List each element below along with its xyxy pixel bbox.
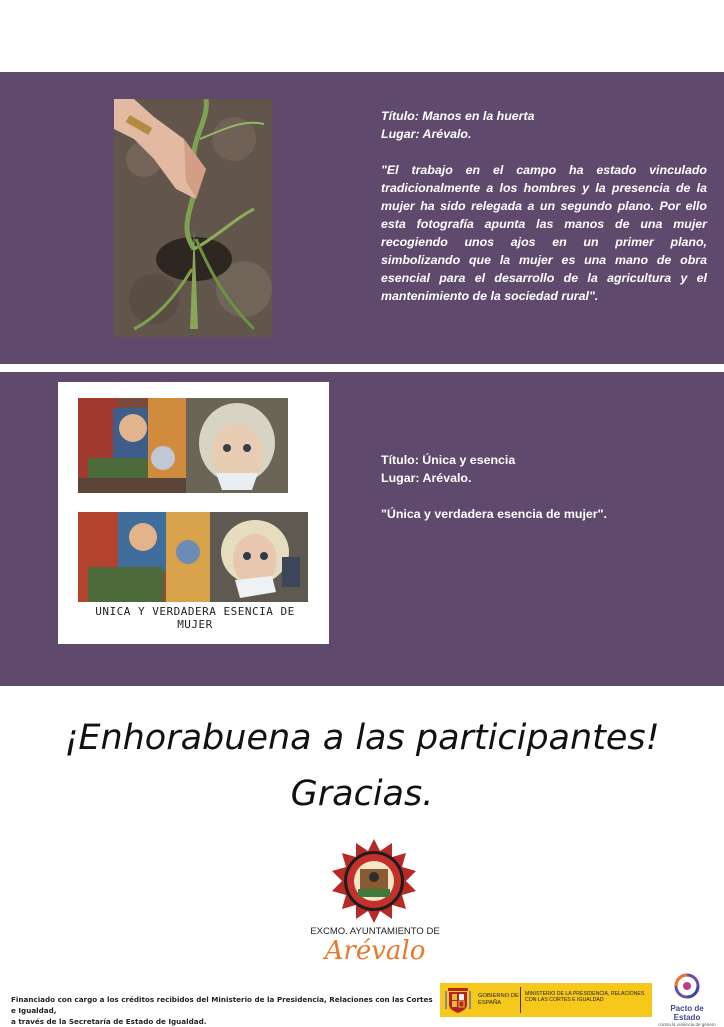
state-pact-title: Pacto de Estado bbox=[670, 1004, 704, 1022]
collage-caption: UNICA Y VERDADERA ESENCIA DE MUJER bbox=[95, 605, 295, 631]
entry-2-title: Título: Única y esencia bbox=[381, 453, 516, 467]
entry-band-2 bbox=[0, 372, 724, 686]
council-label: EXCMO. AYUNTAMIENTO DE bbox=[310, 926, 440, 937]
mural-photo-1 bbox=[78, 398, 186, 493]
entry-2-description: "Única y verdadera esencia de mujer". bbox=[381, 507, 607, 521]
closing-line-2: Gracias. bbox=[290, 774, 434, 814]
portrait-photo-1 bbox=[186, 398, 288, 493]
entry-2-collage bbox=[58, 382, 329, 644]
funding-note bbox=[11, 994, 436, 1027]
entry-2-text bbox=[381, 451, 707, 523]
portrait-photo-2 bbox=[210, 512, 308, 602]
entry-band-1 bbox=[0, 72, 724, 364]
government-divider bbox=[520, 987, 521, 1013]
council-crest-icon bbox=[331, 838, 417, 924]
state-pact-icon bbox=[670, 973, 704, 999]
closing-line-1: ¡Enhorabuena a las participantes! bbox=[64, 718, 660, 758]
entry-2-place: Lugar: Arévalo. bbox=[381, 471, 472, 485]
government-logo bbox=[440, 983, 652, 1017]
entry-1-title: Título: Manos en la huerta bbox=[381, 109, 535, 123]
entry-1-description: "El trabajo en el campo ha estado vinculado tradicionalmente a los hombres y la presencia de la mujer ha sido relegada a un segundo plano. Por ello esta fotografía apunta las manos de una mujer recogiendo unos ajos en un primer plano, simbolizando que la mujer es una mano de obra esencial para el desarrollo de la agricultura y el mantenimiento de la sociedad rural". bbox=[381, 163, 707, 303]
entry-1-place: Lugar: Arévalo. bbox=[381, 127, 472, 141]
council-name: Arévalo bbox=[324, 936, 426, 966]
ministry-label: MINISTERIO DE LA PRESIDENCIA, RELACIONES CON LAS CORTES E IGUALDAD bbox=[525, 991, 645, 1004]
mural-photo-2 bbox=[78, 512, 210, 602]
state-pact-logo bbox=[656, 973, 718, 1027]
state-pact-subtitle: contra la violencia de género bbox=[658, 1022, 716, 1027]
government-label: GOBIERNO DE ESPAÑA bbox=[478, 993, 519, 1006]
funding-line-1: Financiado con cargo a los créditos recibidos del Ministerio de la Presidencia, Relaciones con las Cortes e Igualdad, bbox=[11, 995, 433, 1015]
closing-message bbox=[0, 710, 724, 822]
spain-coat-of-arms-icon bbox=[444, 985, 472, 1015]
funding-line-2: a través de la Secretaría de Estado de Igualdad. bbox=[11, 1017, 207, 1026]
entry-1-text bbox=[381, 107, 707, 305]
entry-1-photo bbox=[114, 99, 272, 337]
